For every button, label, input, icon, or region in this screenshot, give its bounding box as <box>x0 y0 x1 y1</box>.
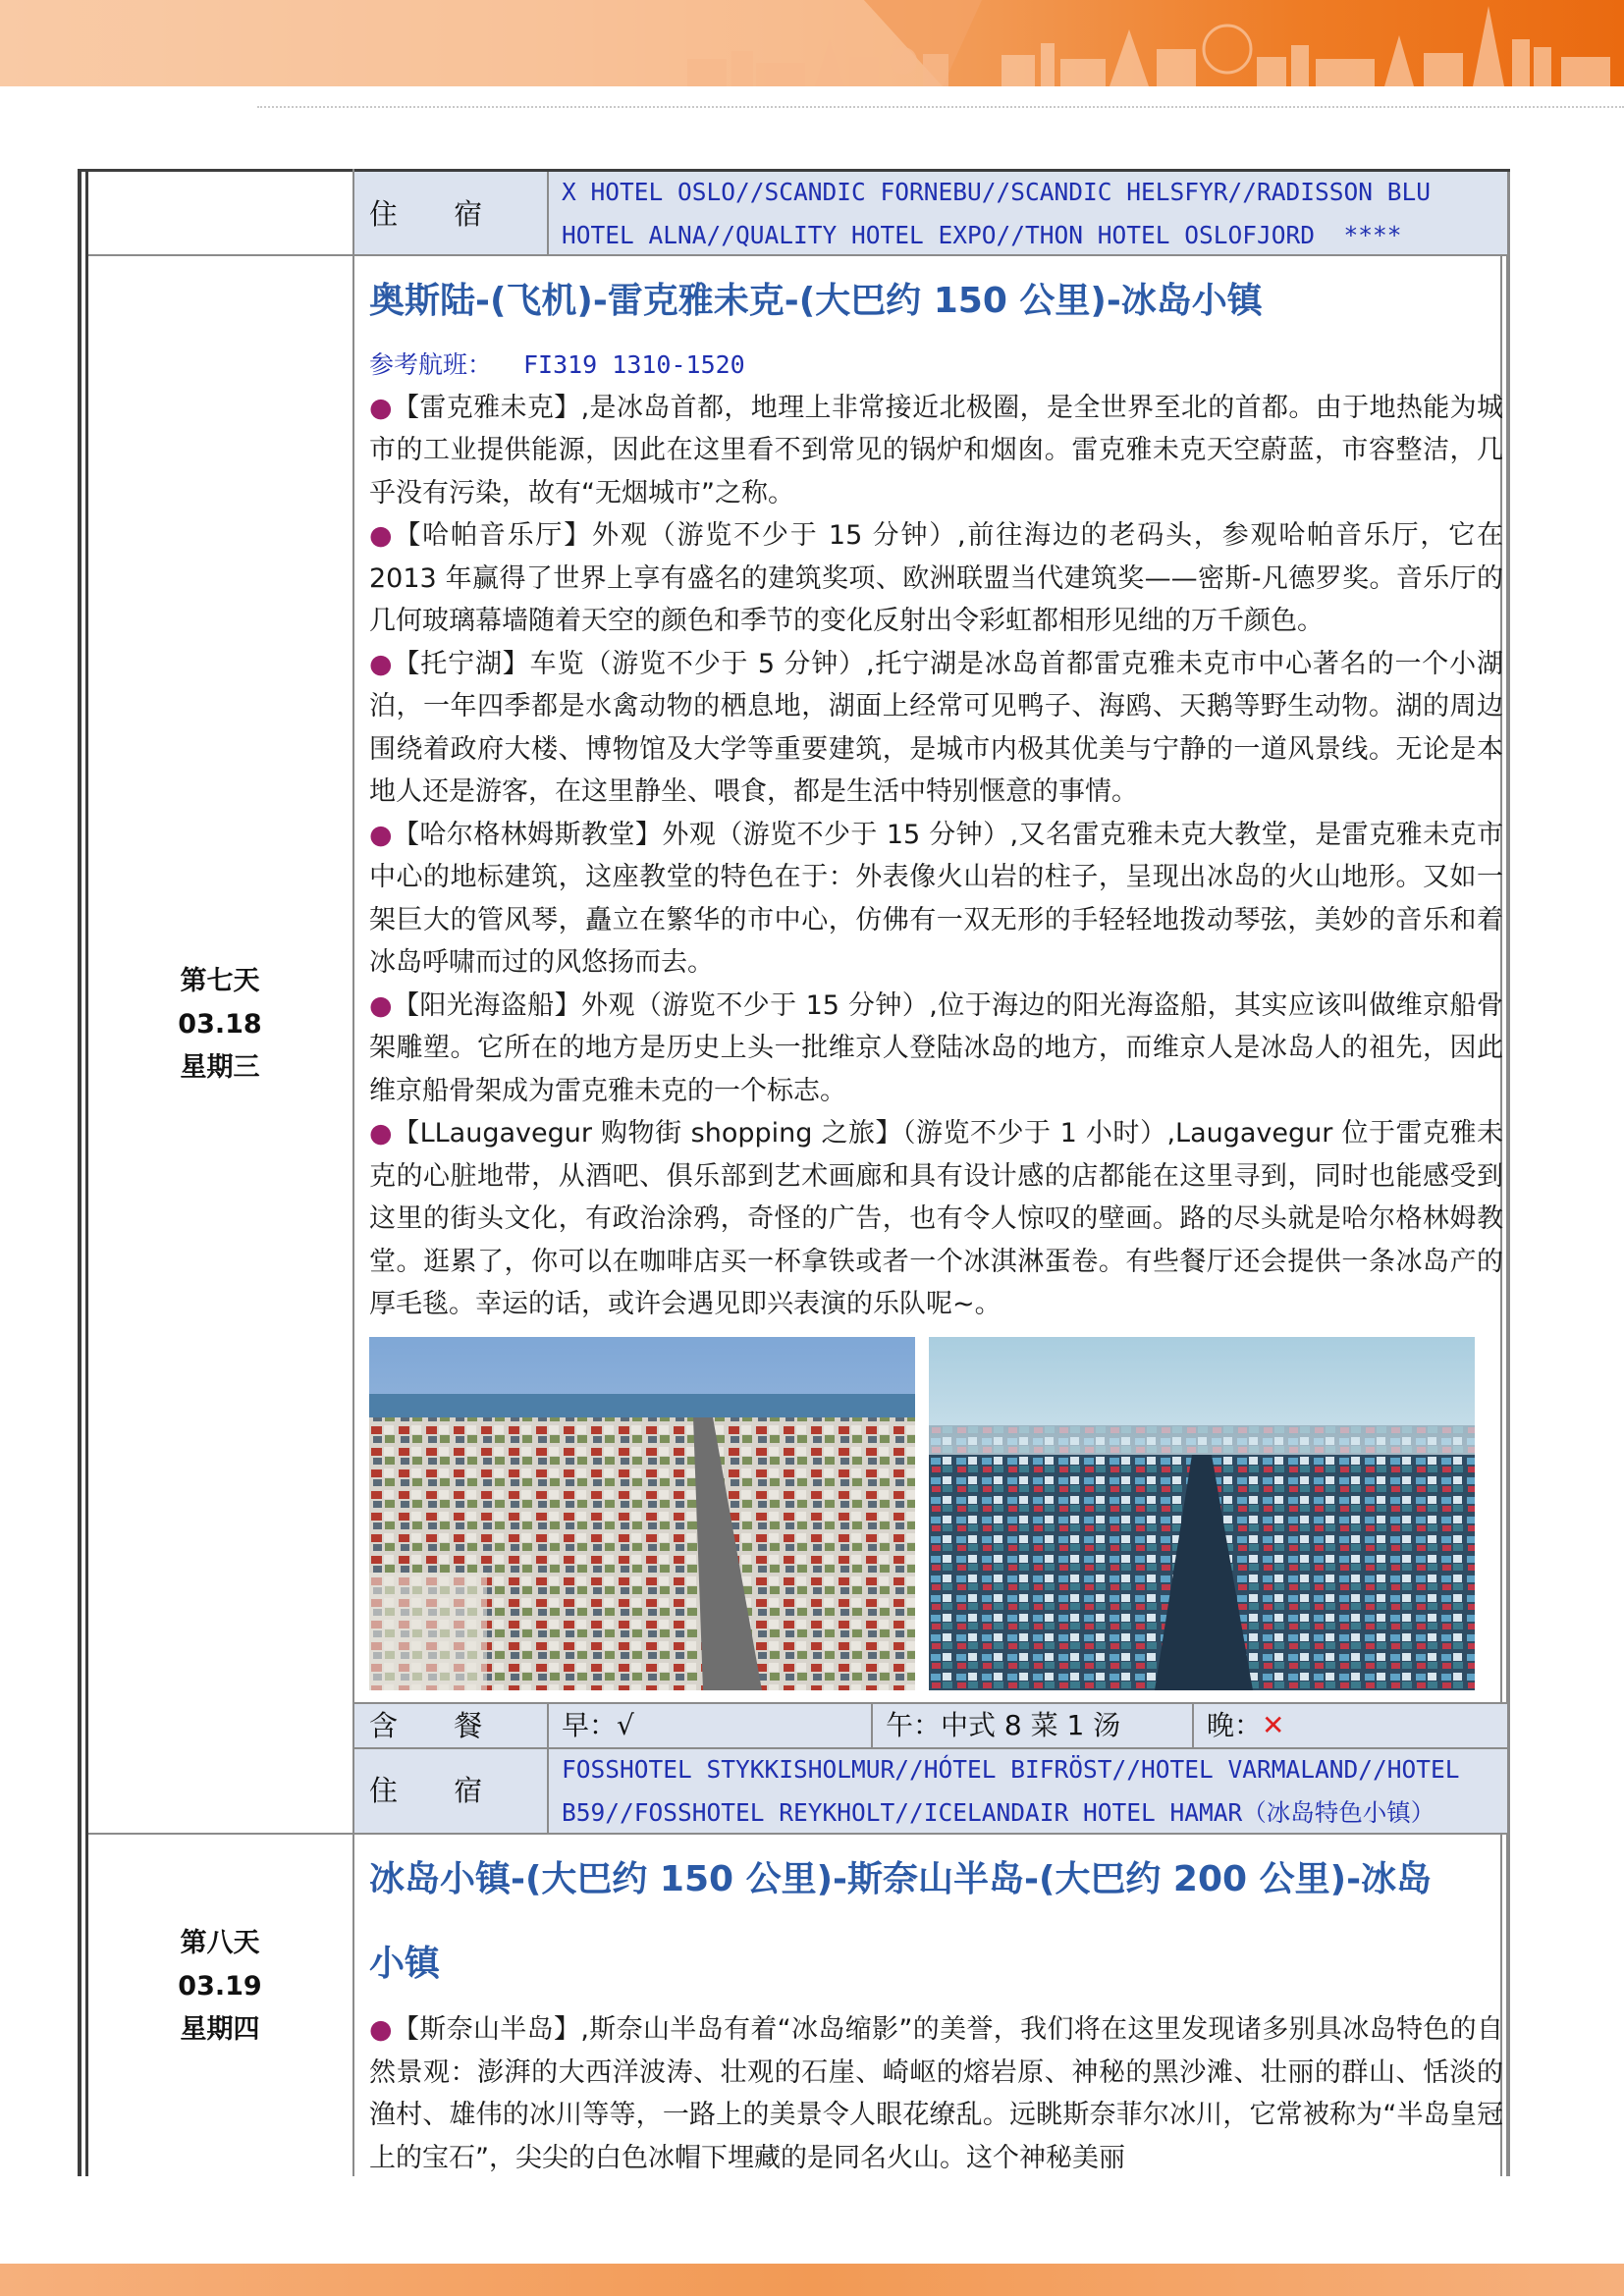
day8-description <box>369 2008 1503 2179</box>
bullet-icon: ● <box>369 648 394 679</box>
day8-label <box>88 1922 352 2052</box>
paragraph-reykjavik <box>369 387 1503 515</box>
header-divider <box>257 106 1624 108</box>
hotel-list-line <box>562 1791 1460 1835</box>
dinner-cell <box>1207 1704 1284 1747</box>
paragraph-text: 【托宁湖】车览（游览不少于 5 分钟）,托宁湖是冰岛首都雷克雅未克市中心著名的一个小湖泊，一年四季都是水禽动物的栖息地，湖面上经常可见鸭子、海鸥、天鹅等野生动物。湖的周边围绕着政府大楼、博物馆及大学等重要建筑，是城市内极其优美与宁静的一道风景线。无论是本地人还是游客，在这里静坐、喂食，都是生活中特别惬意的事情。 <box>369 648 1503 807</box>
paragraph-text: 【LLaugavegur 购物街 shopping 之旅】（游览不少于 1 小时）,Laugavegur 位于雷克雅未克的心脏地带，从酒吧、俱乐部到艺术画廊和具有设计感的店都能在这里寻到，同时也能感受到这里的街头文化，有政治涂鸦，奇怪的广告，也有令人惊叹的壁画。路的尽头就是哈尔格林姆教堂。逛累了，你可以在咖啡店买一杯拿铁或者一个冰淇淋蛋卷。有些餐厅还会提供一条冰岛产的厚毛毯。幸运的话，或许会遇见即兴表演的乐队呢~。 <box>369 1118 1503 1319</box>
bullet-icon: ● <box>369 520 395 551</box>
paragraph-text: 【雷克雅未克】,是冰岛首都，地理上非常接近北极圈，是全世界至北的首都。由于地热能为城市的工业提供能源，因此在这里看不到常见的锅炉和烟囱。雷克雅未克天空蔚蓝，市容整洁，几乎没有污染，故有“无烟城市”之称。 <box>369 392 1503 508</box>
day-weekday: 星期四 <box>180 2014 260 2045</box>
day7-route-title: 奥斯陆-(飞机)-雷克雅未克-(大巴约 150 公里)-冰岛小镇 <box>369 281 1263 321</box>
day7-label <box>88 960 352 1090</box>
paragraph-text: 【阳光海盗船】外观（游览不少于 15 分钟）,位于海边的阳光海盗船，其实应该叫做维京船骨架雕塑。它所在的地方是历史上头一批维京人登陆冰岛的地方，而维京人是冰岛人的祖先，因此维京船骨架成为雷克雅未克的一个标志。 <box>369 989 1503 1106</box>
hotel-list-line: HOTEL ALNA//QUALITY HOTEL EXPO//THON HOTEL OSLOFJORD **** <box>562 221 1402 249</box>
paragraph-hallgrimskirkja <box>369 814 1503 985</box>
day8-route-title <box>369 1838 1498 2006</box>
cross-icon: ✕ <box>1262 1709 1285 1741</box>
header-banner <box>0 0 1624 86</box>
paragraph-text: 【哈尔格林姆斯教堂】外观（游览不少于 15 分钟）,又名雷克雅未克大教堂，是雷克雅未克市中心的地标建筑，这座教堂的特色在于：外表像火山岩的柱子，呈现出冰岛的火山地形。又如一架巨大的管风琴，矗立在繁华的市中心，仿佛有一双无形的手轻轻地拨动琴弦，美妙的音乐和着冰岛呼啸而过的风悠扬而去。 <box>369 819 1503 978</box>
accommodation-label: 住 宿 <box>369 1774 507 1807</box>
meal-label: 含 餐 <box>369 1709 507 1742</box>
day7-description <box>369 344 1503 1326</box>
paragraph-tjornin <box>369 643 1503 814</box>
accommodation-label: 住 宿 <box>369 197 507 231</box>
breakfast-cell: 早：√ <box>562 1709 634 1741</box>
bullet-icon: ● <box>369 819 393 850</box>
day7-hotel-list <box>562 1748 1460 1835</box>
city-skyline-graphic <box>0 0 1624 86</box>
day-weekday: 星期三 <box>180 1052 260 1083</box>
paragraph-harpa <box>369 514 1503 643</box>
footer-bar <box>0 2264 1624 2296</box>
reykjavik-photo-left <box>369 1337 915 1690</box>
day-number: 第八天 <box>180 1928 260 1958</box>
prev-hotel-list <box>562 171 1431 257</box>
flight-info <box>369 344 1503 387</box>
day-date: 03.19 <box>178 1971 262 2002</box>
lunch-cell: 午：中式 8 菜 1 汤 <box>886 1709 1121 1741</box>
paragraph-text: 【哈帕音乐厅】外观（游览不少于 15 分钟）,前往海边的老码头，参观哈帕音乐厅，它在 2013 年赢得了世界上享有盛名的建筑奖项、欧洲联盟当代建筑奖——密斯-凡德罗奖。音乐厅的几何玻璃幕墙随着天空的颜色和季节的变化反射出令彩虹都相形见绌的万千颜色。 <box>369 520 1503 636</box>
paragraph-text: 【斯奈山半岛】,斯奈山半岛有着“冰岛缩影”的美誉，我们将在这里发现诸多别具冰岛特色的自然景观：澎湃的大西洋波涛、壮观的石崖、崎岖的熔岩原、神秘的黑沙滩、壮丽的群山、恬淡的渔村、雄伟的冰川等等，一路上的美景令人眼花缭乱。远眺斯奈菲尔冰川，它常被称为“半岛皇冠上的宝石”，尖尖的白色冰帽下埋藏的是同名火山。这个神秘美丽 <box>369 2014 1503 2173</box>
bullet-icon: ● <box>369 1118 394 1148</box>
bullet-icon: ● <box>369 392 393 423</box>
flight-label: 参考航班： <box>369 350 493 379</box>
day-number: 第七天 <box>180 966 260 996</box>
bullet-icon: ● <box>369 2014 393 2045</box>
bullet-icon: ● <box>369 989 393 1021</box>
reykjavik-photo-right <box>929 1337 1475 1690</box>
hotel-list-line: FOSSHOTEL STYKKISHOLMUR//HÓTEL BIFRÖST//HOTEL VARMALAND//HOTEL <box>562 1755 1460 1784</box>
paragraph-sun-voyager <box>369 985 1503 1113</box>
paragraph-laugavegur <box>369 1112 1503 1326</box>
route-line: 冰岛小镇-(大巴约 150 公里)-斯奈山半岛-(大巴约 200 公里)-冰岛 <box>369 1859 1433 1899</box>
paragraph-snaefellsnes <box>369 2008 1503 2179</box>
dinner-label: 晚： <box>1207 1709 1263 1741</box>
route-line: 小镇 <box>369 1944 441 1984</box>
hotel-list-line: X HOTEL OSLO//SCANDIC FORNEBU//SCANDIC HELSFYR//RADISSON BLU <box>562 178 1432 206</box>
hotel-note: （冰岛特色小镇） <box>1242 1798 1435 1827</box>
day-date: 03.18 <box>178 1009 262 1040</box>
hotel-list-text: B59//FOSSHOTEL REYKHOLT//ICELANDAIR HOTEL HAMAR <box>562 1798 1243 1827</box>
flight-number: FI319 1310-1520 <box>522 350 745 379</box>
